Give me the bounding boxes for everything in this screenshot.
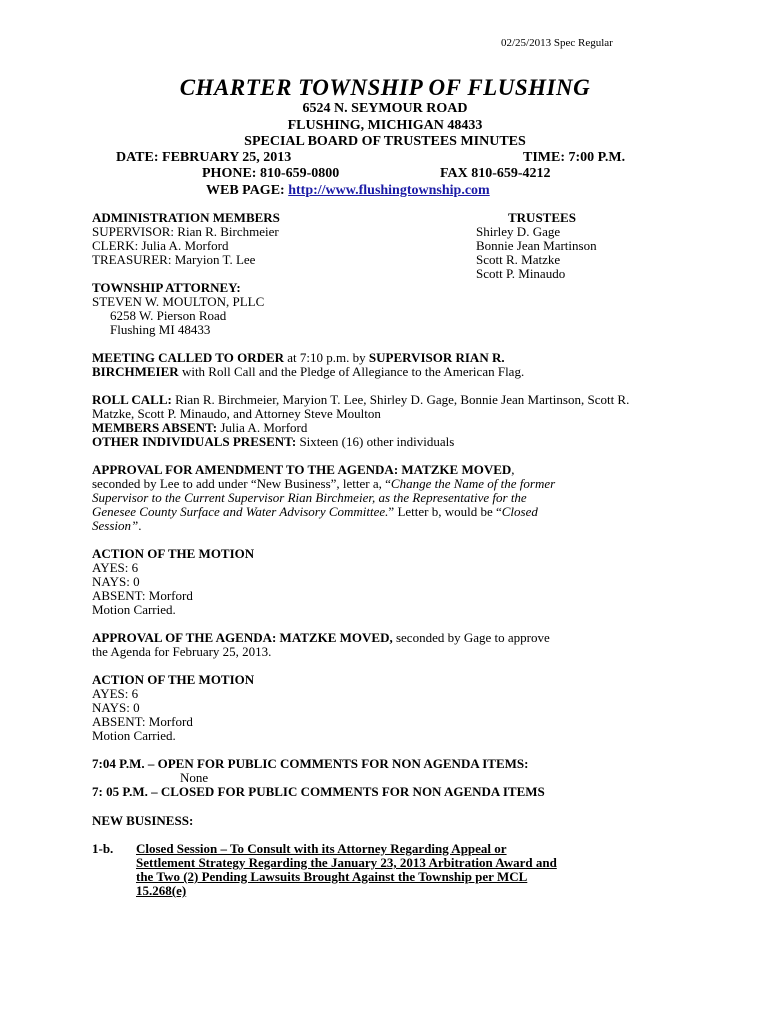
- agenda-approval-line2: the Agenda for February 25, 2013.: [92, 644, 272, 659]
- roll-call-label: ROLL CALL:: [92, 392, 172, 407]
- meeting-date: DATE: FEBRUARY 25, 2013: [116, 150, 292, 165]
- amendment-text: seconded by Lee to add under “New Business”, letter a, “: [92, 476, 391, 491]
- new-business-item-number: 1-b.: [92, 841, 114, 856]
- call-to-order-supervisor: SUPERVISOR RIAN R.: [368, 350, 505, 365]
- motion-result: Motion Carried.: [92, 728, 176, 743]
- amendment-line3: [92, 505, 538, 519]
- amendment-comma: ,: [511, 462, 515, 477]
- amendment-italic: Closed: [501, 504, 538, 519]
- agenda-approval-heading: APPROVAL OF THE AGENDA: MATZKE MOVED,: [92, 630, 393, 645]
- amendment-italic: Session”: [92, 518, 139, 533]
- call-to-order-label: MEETING CALLED TO ORDER: [92, 350, 285, 365]
- admin-treasurer: TREASURER: Maryion T. Lee: [92, 252, 256, 267]
- header-date-label: 02/25/2013 Spec Regular: [501, 37, 613, 49]
- motion-ayes: AYES: 6: [92, 560, 139, 575]
- motion-absent: ABSENT: Morford: [92, 714, 193, 729]
- amendment-heading: [92, 463, 515, 477]
- roll-call-line2: Matzke, Scott P. Minaudo, and Attorney Steve Moulton: [92, 406, 381, 421]
- web-page-label: WEB PAGE:: [206, 183, 289, 198]
- attorney-heading: TOWNSHIP ATTORNEY:: [92, 280, 241, 295]
- members-absent: [92, 421, 307, 435]
- motion-result: Motion Carried.: [92, 602, 176, 617]
- agenda-approval-line1: [92, 631, 550, 645]
- address-city: FLUSHING, MICHIGAN 48433: [287, 118, 483, 133]
- amendment-line2: Supervisor to the Current Supervisor Rian Birchmeier, as the Representative for the: [92, 490, 527, 505]
- web-page-link[interactable]: http://www.flushingtownship.com: [288, 183, 490, 198]
- admin-supervisor: SUPERVISOR: Rian R. Birchmeier: [92, 224, 279, 239]
- public-comments-open: 7:04 P.M. – OPEN FOR PUBLIC COMMENTS FOR NON AGENDA ITEMS:: [92, 756, 529, 771]
- call-to-order-text: at 7:10 p.m. by: [284, 350, 369, 365]
- call-to-order-name: BIRCHMEIER: [92, 364, 179, 379]
- members-absent-label: MEMBERS ABSENT:: [92, 420, 218, 435]
- roll-call-line1: [92, 393, 629, 407]
- attorney-street: 6258 W. Pierson Road: [110, 308, 227, 323]
- motion-ayes: AYES: 6: [92, 686, 139, 701]
- trustee-item: Scott P. Minaudo: [476, 266, 566, 281]
- web-page: [206, 184, 490, 198]
- meeting-type: SPECIAL BOARD OF TRUSTEES MINUTES: [244, 134, 526, 149]
- amendment-italic: Genesee County Surface and Water Advisory Committee.: [92, 504, 389, 519]
- new-business-item-line: 15.268(e): [136, 883, 187, 898]
- trustee-item: Shirley D. Gage: [476, 224, 561, 239]
- members-absent-value: Julia A. Morford: [217, 420, 308, 435]
- address-street: 6524 N. SEYMOUR ROAD: [302, 101, 468, 116]
- new-business-heading: NEW BUSINESS:: [92, 813, 194, 828]
- page-title: CHARTER TOWNSHIP OF FLUSHING: [179, 75, 591, 100]
- motion-heading: ACTION OF THE MOTION: [92, 546, 255, 561]
- phone-number: PHONE: 810-659-0800: [202, 166, 340, 181]
- other-individuals-label: OTHER INDIVIDUALS PRESENT:: [92, 434, 297, 449]
- trustee-item: Scott R. Matzke: [476, 252, 561, 267]
- motion-nays: NAYS: 0: [92, 574, 140, 589]
- new-business-item-line: the Two (2) Pending Lawsuits Brought Against the Township per MCL: [136, 869, 528, 884]
- amendment-line1: [92, 477, 555, 491]
- amendment-line4: [92, 519, 141, 533]
- new-business-item-line: Settlement Strategy Regarding the January 23, 2013 Arbitration Award and: [136, 855, 557, 870]
- trustees-heading: TRUSTEES: [508, 210, 576, 225]
- attorney-name: STEVEN W. MOULTON, PLLC: [92, 294, 265, 309]
- public-comments-closed: 7: 05 P.M. – CLOSED FOR PUBLIC COMMENTS FOR NON AGENDA ITEMS: [92, 784, 545, 799]
- roll-call-text: Rian R. Birchmeier, Maryion T. Lee, Shirley D. Gage, Bonnie Jean Martinson, Scott R.: [171, 392, 630, 407]
- new-business-item-line: Closed Session – To Consult with its Attorney Regarding Appeal or: [136, 841, 507, 856]
- other-individuals-value: Sixteen (16) other individuals: [296, 434, 455, 449]
- amendment-text: .: [138, 518, 142, 533]
- call-to-order-line2: [92, 365, 524, 379]
- agenda-approval-text: seconded by Gage to approve: [392, 630, 550, 645]
- public-comments-none: None: [180, 770, 209, 785]
- fax-number: FAX 810-659-4212: [440, 166, 551, 181]
- amendment-italic: Change the Name of the former: [390, 476, 556, 491]
- call-to-order-line1: [92, 351, 505, 365]
- attorney-city: Flushing MI 48433: [110, 322, 211, 337]
- amendment-text: ” Letter b, would be “: [388, 504, 502, 519]
- admin-heading: ADMINISTRATION MEMBERS: [92, 210, 280, 225]
- other-individuals: [92, 435, 454, 449]
- motion-nays: NAYS: 0: [92, 700, 140, 715]
- admin-clerk: CLERK: Julia A. Morford: [92, 238, 229, 253]
- call-to-order-rest: with Roll Call and the Pledge of Allegiance to the American Flag.: [178, 364, 525, 379]
- motion-absent: ABSENT: Morford: [92, 588, 193, 603]
- amendment-heading-text: APPROVAL FOR AMENDMENT TO THE AGENDA: MATZKE MOVED: [92, 462, 512, 477]
- trustee-item: Bonnie Jean Martinson: [476, 238, 597, 253]
- meeting-time: TIME: 7:00 P.M.: [523, 150, 626, 165]
- motion-heading: ACTION OF THE MOTION: [92, 672, 255, 687]
